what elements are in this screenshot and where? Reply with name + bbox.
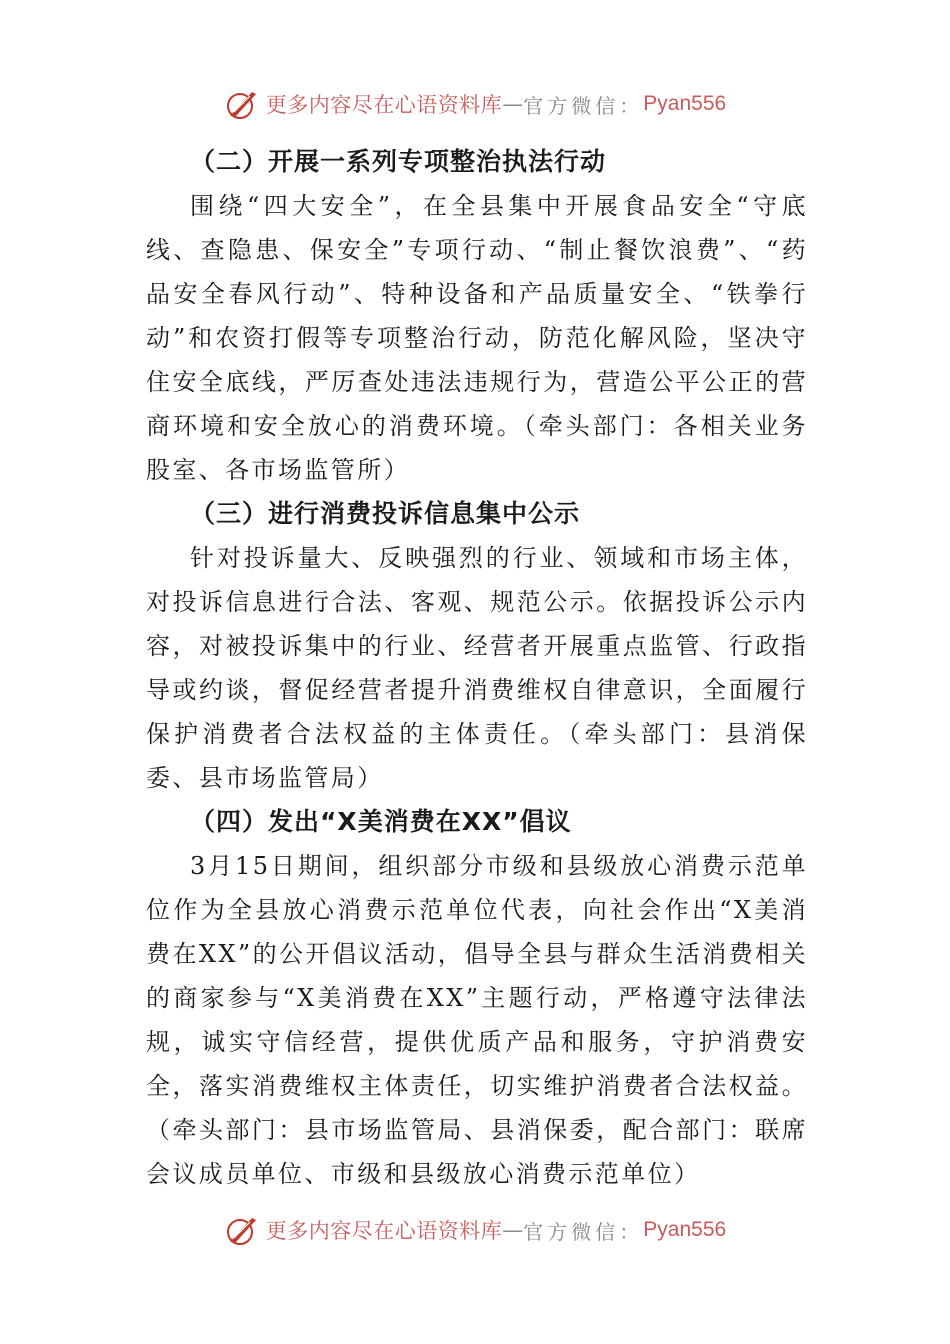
header-banner <box>0 82 950 126</box>
banner-wechat-id: Pyan556 <box>643 1218 727 1241</box>
quill-logo-icon <box>224 86 260 122</box>
section-heading: （三）进行消费投诉信息集中公示 <box>190 499 581 528</box>
banner-site-text: 更多内容尽在心语资料库 <box>265 93 503 117</box>
section-paragraph: 针对投诉量大、反映强烈的行业、领域和市场主体，对投诉信息进行合法、客观、规范公示。依据投诉公示内容，对被投诉集中的行业、经营者开展重点监管、行政指导或约谈，督促经营者提升消费维权自律意识，全面履行保护消费者合法权益的主体责任。（牵头部门：县消保委、县市场监管局） <box>146 544 808 792</box>
banner-wechat-id: Pyan556 <box>643 92 727 115</box>
section-2 <box>146 140 808 492</box>
section-heading: （四）发出“X美消费在XX”倡议 <box>190 807 572 836</box>
section-paragraph: 围绕“四大安全”，在全县集中开展食品安全“守底线、查隐患、保安全”专项行动、“制止餐饮浪费”、“药品安全春风行动”、特种设备和产品质量安全、“铁拳行动”和农资打假等专项整治行动，防范化解风险，坚决守住安全底线，严厉查处违法违规行为，营造公平公正的营商环境和安全放心的消费环境。（牵头部门：各相关业务股室、各市场监管所） <box>146 192 808 484</box>
document-body <box>146 140 808 1196</box>
banner-separator: — <box>502 92 524 116</box>
footer-banner <box>0 1208 950 1252</box>
banner-separator: — <box>502 1218 524 1242</box>
quill-logo-icon <box>224 1212 260 1248</box>
section-4 <box>146 800 808 1196</box>
section-heading: （二）开展一系列专项整治执法行动 <box>190 147 607 176</box>
banner-site-text: 更多内容尽在心语资料库 <box>265 1219 503 1243</box>
section-3 <box>146 492 808 800</box>
banner-official-label: 官方微信： <box>523 1219 644 1244</box>
banner-official-label: 官方微信： <box>523 93 644 118</box>
section-paragraph: 3月15日期间，组织部分市级和县级放心消费示范单位作为全县放心消费示范单位代表，向社会作出“X美消费在XX”的公开倡议活动，倡导全县与群众生活消费相关的商家参与“X美消费在XX”主题行动，严格遵守法律法规，诚实守信经营，提供优质产品和服务，守护消费安全，落实消费维权主体责任，切实维护消费者合法权益。（牵头部门：县市场监管局、县消保委，配合部门：联席会议成员单位、市级和县级放心消费示范单位） <box>146 852 808 1188</box>
